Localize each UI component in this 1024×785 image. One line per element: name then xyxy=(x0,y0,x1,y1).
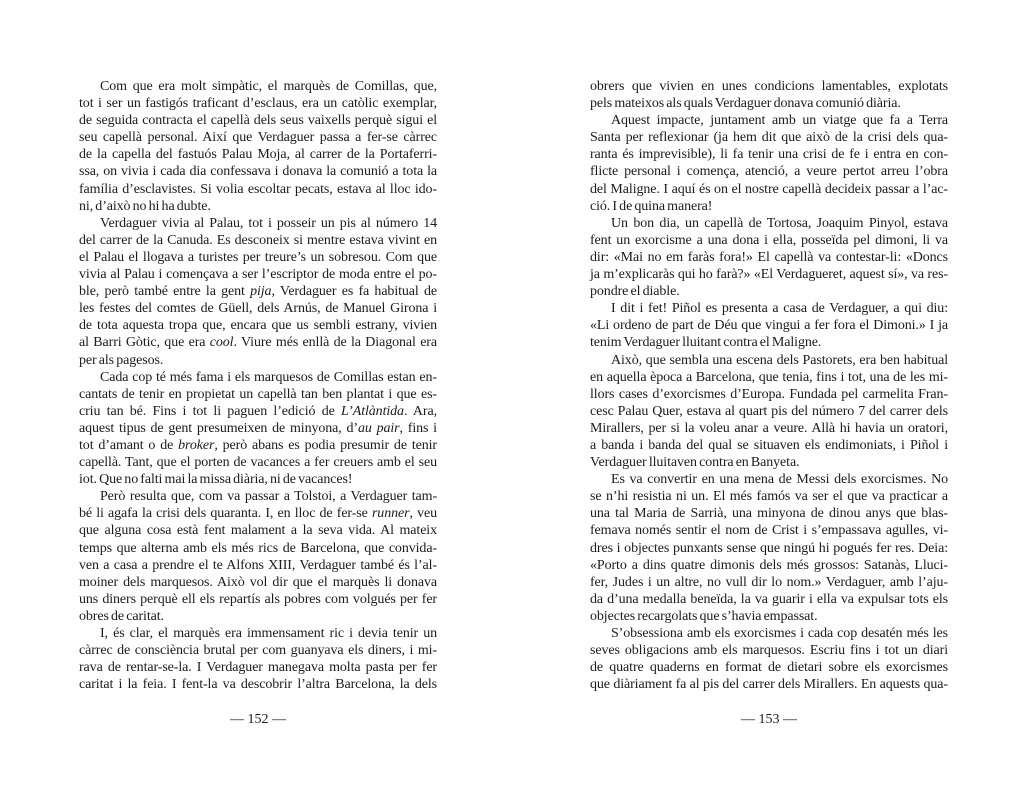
text-line: moiner dels marquesos. Això vol dir que el marquès li donava xyxy=(79,574,437,590)
text-line: ven a casa a prendre el te Alfons XIII, Verdaguer també és l’al- xyxy=(79,557,437,573)
text-line: en aquella època a Barcelona, que tenia, fins i tot, una de les mi- xyxy=(590,369,948,385)
text-line: caritat i la feia. I fent-la va descobrir l’altra Barcelona, la dels xyxy=(79,677,437,693)
text-line: pondre el diable. xyxy=(590,284,680,300)
text-line: I, és clar, el marquès era immensament ric i devia tenir un xyxy=(100,626,437,641)
text-line: càrrec de consciència brutal per com guanyava els diners, i mi- xyxy=(79,643,437,659)
text-line xyxy=(79,505,437,522)
left-page-body-text xyxy=(79,78,437,693)
text-line: «Li ordeno de part de Déu que vingui a fer fora el Dimoni.» I ja xyxy=(590,318,948,334)
italic-term: cool xyxy=(209,335,234,351)
text-line: capellà. Tant, que el porten de vacances a fer creuers amb el seu xyxy=(79,455,437,471)
text-line xyxy=(79,420,437,437)
right-page xyxy=(512,0,1024,785)
text-line: Santa per reflexionar (ja hem dit que això de la crisi dels qua- xyxy=(590,130,948,146)
paragraph xyxy=(79,625,437,693)
text-segment: . Viure més enllà de la Diagonal era xyxy=(233,335,437,351)
text-line: rava de rentar-se-la. I Verdaguer manegava molta pasta per fer xyxy=(79,660,437,676)
text-line: Com que era molt simpàtic, el marquès de Comillas, que, xyxy=(100,79,437,94)
text-line: del Maligne. I aquí és on el nostre capellà decideix passar a l’ac- xyxy=(590,181,948,197)
paragraph xyxy=(79,488,437,625)
text-line: seves obligacions amb els marquesos. Escriu fins i tot un diari xyxy=(590,643,948,659)
italic-term: au pair xyxy=(357,420,400,436)
text-line: cesc Palau Quer, estava al quart pis del número 7 del carrer dels xyxy=(590,403,948,419)
text-line: Mirallers, per si la voleu anar a veure. Allà hi havia un oratori, xyxy=(590,420,948,436)
italic-term: runner xyxy=(371,506,410,522)
text-line: pels mateixos als quals Verdaguer donava comunió diària. xyxy=(590,96,901,112)
paragraph xyxy=(79,369,437,489)
text-line: ció. I de quina manera! xyxy=(590,198,713,214)
text-line: iot. Que no falti mai la missa diària, ni de vacances! xyxy=(79,472,353,488)
text-line: seu capellà personal. Així que Verdaguer passa a fer-se càrrec xyxy=(79,130,437,146)
text-line: de la capella del fastuós Palau Moja, al carrer de la Portaferri- xyxy=(79,147,437,163)
paragraph xyxy=(590,625,948,693)
text-line: temps que alterna amb els més rics de Barcelona, que convida- xyxy=(79,540,437,556)
text-line: ja m’explicaràs qui ho farà?» «El Verdagueret, aquest sí», va res- xyxy=(590,267,948,283)
text-line: Aquest impacte, juntament amb un viatge que fa a Terra xyxy=(611,113,948,129)
text-line: tot i ser un fastigós traficant d’esclaus, era un catòlic exemplar, xyxy=(79,96,437,112)
text-segment: ble, però també entre la gent xyxy=(79,284,251,300)
text-line: obrers que vivien en unes condicions lamentables, explotats xyxy=(590,79,948,94)
text-line: de quatre quaderns en format de dietari sobre els exorcismes xyxy=(590,660,948,676)
text-line: de tota aquesta tropa que, encara que us sembli estrany, vivien xyxy=(79,318,437,334)
text-line: fer, Judes i un altre, no vull dir lo nom.» Verdaguer, amb l’aju- xyxy=(590,574,948,590)
text-line: dres i objectes punxants sense que ningú hi pogués fer res. Deia: xyxy=(590,540,948,556)
paragraph xyxy=(590,112,948,215)
text-segment: , fins i xyxy=(399,420,437,436)
page-number: — 152 — xyxy=(230,712,286,727)
italic-term: pija xyxy=(250,284,272,300)
paragraph xyxy=(79,78,437,215)
paragraph xyxy=(590,215,948,300)
text-line: S’obsessiona amb els exorcismes i cada cop desatén més les xyxy=(611,626,948,641)
text-segment: aquest tipus de gent presumeixen de minyona, d’ xyxy=(79,420,358,436)
text-line xyxy=(79,403,437,420)
text-segment: criu tan bé. Fins i tot li paguen l’edició de xyxy=(79,403,342,419)
text-segment: , però abans es podia presumir de tenir xyxy=(214,437,437,453)
italic-term: L’Atlàntida xyxy=(341,403,404,419)
text-line: ranta és imprevisible), li fa tenir una crisi de fe i entra en con- xyxy=(590,147,948,163)
text-line xyxy=(79,437,437,454)
right-page-body-text xyxy=(590,78,948,693)
italic-term: broker xyxy=(178,437,215,453)
text-line: objectes recargolats que s’havia empassat. xyxy=(590,608,818,624)
text-line: de seguida contracta el capellà dels seus vaixells perquè sigui el xyxy=(79,113,437,129)
text-line: uns diners perquè ell els repartís als pobres com volgués per fer xyxy=(79,591,437,607)
text-line: «Porto a dins quatre dimonis dels més grossos: Satanàs, Lluci- xyxy=(590,557,948,573)
text-line: del carrer de la Canuda. Es desconeix si mentre estava vivint en xyxy=(79,232,437,248)
text-line: Verdaguer vivia al Palau, tot i posseir un pis al número 14 xyxy=(100,215,437,231)
text-line: da d’una medalla beneïda, la va guarir i ella va expulsar tots els xyxy=(590,591,948,607)
text-line xyxy=(79,334,437,351)
text-line: el Palau el llogava a turistes per treure’s un sobresou. Com que xyxy=(79,249,437,265)
text-line: cantats de tenir en propietat un capellà tan ben plantat i que es- xyxy=(79,386,437,402)
text-segment: bé li agafa la crisi dels quaranta. I, en lloc de fer-se xyxy=(79,506,372,522)
text-line: se n’hi resistia ni un. El més famós va ser el que va practicar a xyxy=(590,489,948,505)
text-segment: tot d’amant o de xyxy=(79,437,179,453)
paragraph xyxy=(590,471,948,625)
text-line: vivia al Palau i començava a ser l’escriptor de moda entre el po- xyxy=(79,267,437,283)
text-line: a banda i banda del qual se situaven els endimoniats, i Piñol i xyxy=(590,437,948,453)
text-line: Es va convertir en una mena de Messi dels exorcismes. No xyxy=(611,472,948,488)
text-line: obres de caritat. xyxy=(79,608,164,624)
text-line: llors cases d’exorcismes d’Europa. Fundada pel carmelita Fran- xyxy=(590,386,948,402)
text-line: que alguna cosa està fent malament a la seva vida. Al mateix xyxy=(79,523,437,539)
text-line: Verdaguer lluitaven contra en Banyeta. xyxy=(590,455,800,471)
text-line: Un bon dia, un capellà de Tortosa, Joaquim Pinyol, estava xyxy=(611,215,948,231)
text-line: una tal Maria de Sarrià, una minyona de dinou anys que blas- xyxy=(590,506,948,522)
paragraph xyxy=(590,300,948,351)
text-line: I dit i fet! Piñol es presenta a casa de Verdaguer, a qui diu: xyxy=(611,301,948,317)
text-line: per als pagesos. xyxy=(79,352,164,368)
page-number: — 153 — xyxy=(741,712,797,727)
text-segment: , Verdaguer es fa habitual de xyxy=(271,284,437,300)
paragraph xyxy=(590,352,948,472)
text-line: família d’esclavistes. Si volia escoltar pecats, estava al lloc ido- xyxy=(79,181,437,197)
paragraph xyxy=(79,215,437,369)
text-line: dir: «Mai no em faràs fora!» El capellà va contestar-li: «Doncs xyxy=(590,249,948,265)
text-line: ssa, on vivia i cada dia confessava i donava la comunió a tota la xyxy=(79,164,437,180)
text-line: femava només sentir el nom de Crist i s’empassava agulles, vi- xyxy=(590,523,948,539)
text-line: que diàriament fa al pis del carrer dels Mirallers. En aquests qua- xyxy=(590,677,948,693)
text-line: fent un exorcisme a una dona i ella, posseïda pel dimoni, li va xyxy=(590,232,948,248)
text-line: les festes del comtes de Güell, dels Arnús, de Manuel Girona i xyxy=(79,301,437,317)
text-line: Cada cop té més fama i els marquesos de Comillas estan en- xyxy=(100,369,437,385)
text-line: Però resulta que, com va passar a Tolstoi, a Verdaguer tam- xyxy=(100,489,437,505)
text-segment: . Ara, xyxy=(403,403,437,419)
paragraph xyxy=(590,78,948,112)
text-line: Això, que sembla una escena dels Pastorets, era ben habitual xyxy=(611,352,948,368)
text-segment: al Barri Gòtic, que era xyxy=(79,335,210,351)
text-segment: , veu xyxy=(409,506,437,522)
text-line xyxy=(79,283,437,300)
text-line: ni, d’això no hi ha dubte. xyxy=(79,198,211,214)
text-line: tenim Verdaguer lluitant contra el Maligne. xyxy=(590,335,822,351)
text-line: flicte personal i comença, atenció, a veure pertot arreu l’obra xyxy=(590,164,948,180)
